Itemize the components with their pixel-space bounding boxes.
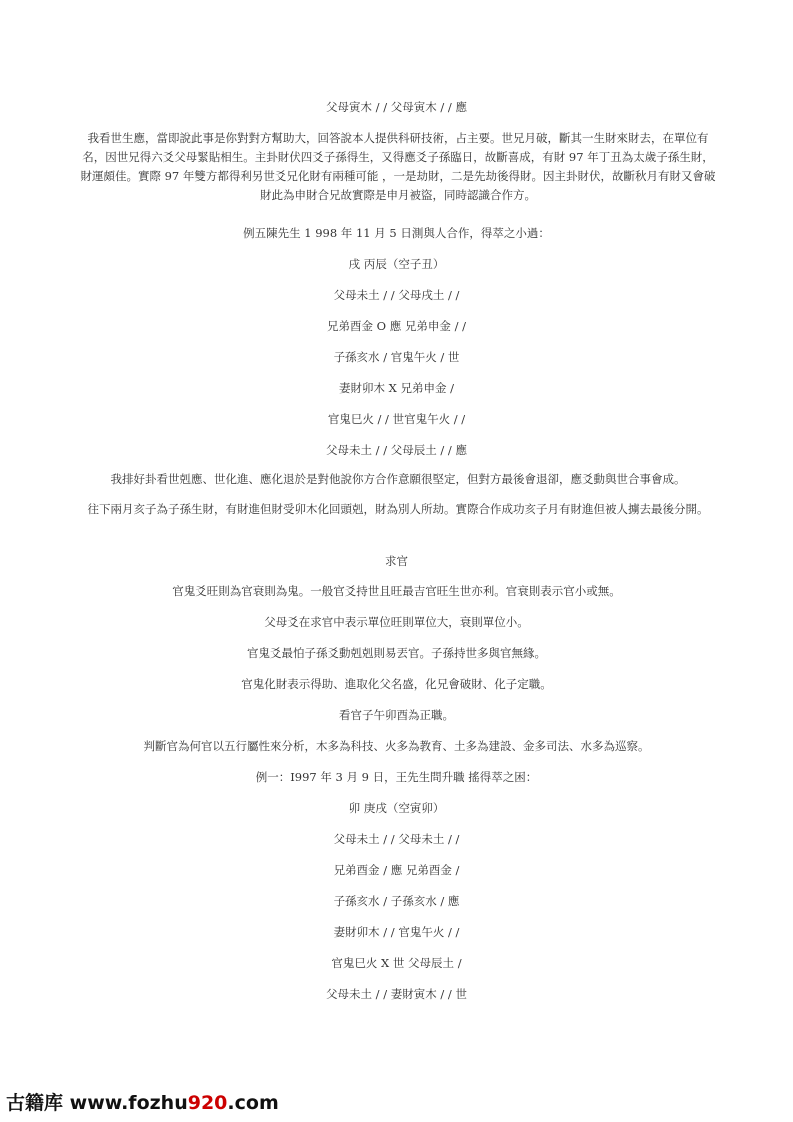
rule-line: 官鬼化財表示得助、進取化父名盛，化兄會破財、化子定職。 [241, 677, 552, 691]
rule-line: 判斷官為何官以五行屬性來分析，木多為科技、火多為教育、土多為建設、金多司法、水多為巡察。 [143, 739, 650, 753]
rule-line: 官鬼爻旺則為官衰則為鬼。一般官爻持世且旺最吉官旺生世亦利。官衰則表示官小或無。 [172, 584, 621, 598]
hexagram-line: 子孫亥水 / 官鬼午火 / 世 [333, 350, 460, 364]
site-watermark [6, 1088, 279, 1115]
paragraph-judgement: 我排好卦看世剋應、世化進、應化退於是對他說你方合作意願很堅定，但對方最後會退卻，應爻動與世合事會成。 [110, 472, 686, 486]
hexagram-line: 父母寅木 / / 父母寅木 / / 應 [326, 100, 467, 114]
rule-line: 看官子午卯酉為正職。 [339, 708, 454, 722]
rule-line: 官鬼爻最怕子孫爻動剋剋則易丟官。子孫持世多與官無緣。 [247, 646, 546, 660]
url-suffix: .com [227, 1092, 279, 1114]
rule-line: 父母爻在求官中表示單位旺則單位大，衰則單位小。 [264, 615, 529, 629]
section-title: 求官 [385, 554, 408, 568]
site-url [70, 1092, 279, 1114]
url-prefix: www.fozhu [69, 1092, 188, 1114]
hexagram-line: 父母未土 / / 父母戌土 / / [333, 288, 460, 302]
url-highlight: 920 [187, 1092, 228, 1114]
paragraph-outcome: 往下兩月亥子為子孫生財，有財進但財受卯木化回頭剋，財為別人所劫。實際合作成功亥子月有財進但被人擄去最後分開。 [87, 502, 709, 516]
hexagram-line: 兄弟酉金 / 應 兄弟酉金 / [333, 863, 460, 877]
site-name: 古籍库 [6, 1092, 64, 1114]
paragraph-analysis: 我看世生應，當即說此事是你對對方幫助大，回答說本人提供科研技術，占主要。世兄月破，斷其一生財來財去，在單位有名，因世兄得六爻父母緊貼相生。主卦財伏四爻子孫得生，又得應爻子孫臨日，故斷喜成，有財 97 年丁丑為太歲子孫生財，財運頗佳。實際 97 年雙方都得利另世爻兄化財有兩種可能 ，一是劫財，二是先劫後得財。因主卦財伏，故斷秋月有財又會破財此為申財合兄故實際是申月被盜，同時認識合作方。 [80, 131, 716, 202]
hexagram-line: 官鬼巳火 / / 世官鬼午火 / / [327, 412, 466, 426]
example-heading: 例五陳先生 1 998 年 11 月 5 日測與人合作，得萃之小過： [243, 226, 550, 240]
hexagram-line: 子孫亥水 / 子孫亥水 / 應 [333, 894, 460, 908]
hexagram-line: 父母未土 / / 妻財寅木 / / 世 [326, 987, 467, 1001]
hexagram-line: 官鬼巳火 X 世 父母辰土 / [331, 956, 462, 970]
day-branch-line: 戌 丙辰（空子丑） [348, 257, 445, 271]
example-heading: 例一：I997 年 3 月 9 日，王先生問升職 搖得萃之困： [255, 770, 538, 784]
hexagram-line: 父母未土 / / 父母未土 / / [333, 832, 460, 846]
hexagram-line: 父母未土 / / 父母辰土 / / 應 [326, 443, 467, 457]
hexagram-line: 妻財卯木 / / 官鬼午火 / / [333, 925, 460, 939]
day-branch-line: 卯 庚戌（空寅卯） [348, 801, 445, 815]
hexagram-line: 妻財卯木 X 兄弟申金 / [338, 381, 455, 395]
hexagram-line: 兄弟酉金 O 應 兄弟申金 / / [327, 319, 466, 333]
